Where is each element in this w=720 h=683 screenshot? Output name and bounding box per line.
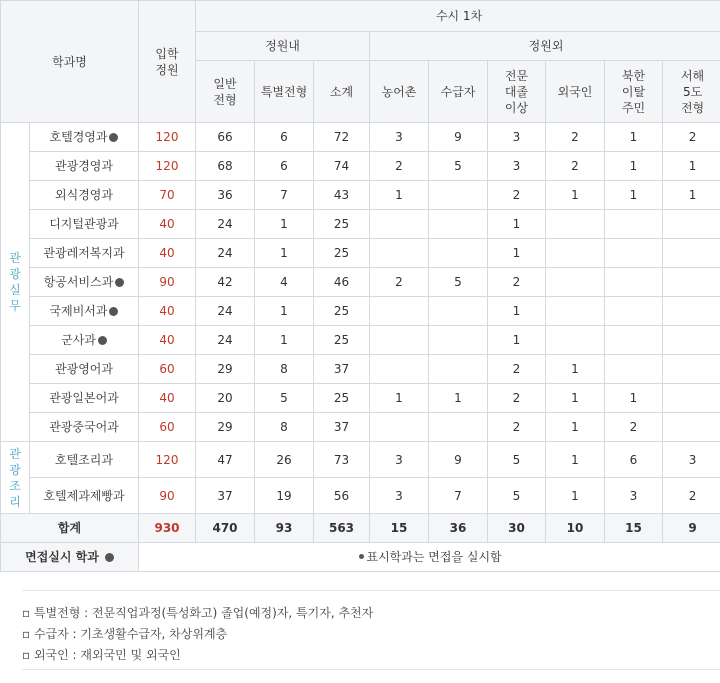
- value-cell: 1: [255, 210, 314, 239]
- value-cell: 43: [314, 181, 370, 210]
- value-cell: 1: [488, 210, 546, 239]
- value-cell: 3: [488, 152, 546, 181]
- table-row: [1, 239, 720, 268]
- header-col: 특별전형: [255, 61, 314, 123]
- value-cell: 2: [488, 181, 546, 210]
- header-in-quota: 정원내: [196, 32, 370, 61]
- value-cell: [429, 210, 488, 239]
- value-cell: 2: [663, 478, 720, 514]
- value-cell: 7: [429, 478, 488, 514]
- value-cell: 2: [663, 123, 720, 152]
- quota-cell: 60: [139, 413, 196, 442]
- interview-note: 표시학과는 면접을 실시함: [139, 543, 720, 572]
- value-cell: 20: [196, 384, 255, 413]
- quota-cell: 40: [139, 239, 196, 268]
- value-cell: [663, 355, 720, 384]
- value-cell: [663, 210, 720, 239]
- value-cell: 1: [370, 384, 429, 413]
- quota-cell: 90: [139, 478, 196, 514]
- value-cell: [663, 413, 720, 442]
- quota-cell: 120: [139, 123, 196, 152]
- dept-name: 관광일본어과: [30, 384, 139, 413]
- value-cell: 29: [196, 355, 255, 384]
- value-cell: 2: [546, 152, 605, 181]
- value-cell: 3: [488, 123, 546, 152]
- value-cell: [663, 326, 720, 355]
- value-cell: 68: [196, 152, 255, 181]
- value-cell: 2: [546, 123, 605, 152]
- dept-name: 관광중국어과: [30, 413, 139, 442]
- quota-cell: 70: [139, 181, 196, 210]
- value-cell: [370, 355, 429, 384]
- value-cell: [663, 239, 720, 268]
- value-cell: 1: [255, 297, 314, 326]
- value-cell: 1: [546, 478, 605, 514]
- table-row: [1, 123, 720, 152]
- quota-cell: 40: [139, 297, 196, 326]
- header-col: 외국인: [546, 61, 605, 123]
- value-cell: 3: [663, 442, 720, 478]
- table-row: [1, 181, 720, 210]
- value-cell: 24: [196, 297, 255, 326]
- table-row: [1, 384, 720, 413]
- total-label: 합계: [1, 514, 139, 543]
- table-row: [1, 268, 720, 297]
- quota-cell: 40: [139, 326, 196, 355]
- dept-name: 군사과: [30, 326, 139, 355]
- total-value: 36: [429, 514, 488, 543]
- value-cell: [663, 268, 720, 297]
- value-cell: 3: [605, 478, 663, 514]
- total-value: 9: [663, 514, 720, 543]
- value-cell: 5: [488, 478, 546, 514]
- value-cell: 1: [488, 326, 546, 355]
- quota-cell: 60: [139, 355, 196, 384]
- group-label: 관 광 실 무: [1, 123, 30, 442]
- dept-name: 외식경영과: [30, 181, 139, 210]
- total-value: 93: [255, 514, 314, 543]
- value-cell: 6: [255, 123, 314, 152]
- quota-cell: 40: [139, 210, 196, 239]
- header-out-quota: 정원외: [370, 32, 720, 61]
- value-cell: [663, 297, 720, 326]
- value-cell: 1: [605, 152, 663, 181]
- value-cell: 2: [370, 152, 429, 181]
- value-cell: 2: [488, 355, 546, 384]
- value-cell: [370, 326, 429, 355]
- value-cell: [546, 268, 605, 297]
- interview-label: 면접실시 학과: [1, 543, 139, 572]
- value-cell: 2: [488, 268, 546, 297]
- value-cell: 3: [370, 442, 429, 478]
- value-cell: 9: [429, 442, 488, 478]
- value-cell: 1: [255, 326, 314, 355]
- value-cell: 1: [546, 355, 605, 384]
- table-row: [1, 326, 720, 355]
- value-cell: 3: [370, 478, 429, 514]
- value-cell: 24: [196, 210, 255, 239]
- value-cell: 1: [605, 384, 663, 413]
- value-cell: [605, 239, 663, 268]
- value-cell: 1: [605, 181, 663, 210]
- interview-dot-icon: [109, 133, 118, 142]
- value-cell: 25: [314, 210, 370, 239]
- value-cell: 1: [429, 384, 488, 413]
- value-cell: 46: [314, 268, 370, 297]
- dept-name: 관광영어과: [30, 355, 139, 384]
- total-value: 10: [546, 514, 605, 543]
- table-row: [1, 152, 720, 181]
- value-cell: 1: [255, 239, 314, 268]
- value-cell: 25: [314, 384, 370, 413]
- value-cell: 1: [546, 181, 605, 210]
- value-cell: 5: [429, 152, 488, 181]
- total-value: 563: [314, 514, 370, 543]
- value-cell: 5: [488, 442, 546, 478]
- dept-name: 관광레저복지과: [30, 239, 139, 268]
- value-cell: 2: [488, 413, 546, 442]
- value-cell: [546, 210, 605, 239]
- table-row: [1, 210, 720, 239]
- value-cell: 2: [488, 384, 546, 413]
- dept-name: 국제비서과: [30, 297, 139, 326]
- value-cell: 37: [314, 355, 370, 384]
- table-row: [1, 355, 720, 384]
- value-cell: 1: [546, 413, 605, 442]
- value-cell: 26: [255, 442, 314, 478]
- value-cell: 1: [488, 239, 546, 268]
- total-value: 30: [488, 514, 546, 543]
- table-row: [1, 442, 720, 478]
- value-cell: [429, 413, 488, 442]
- total-row: [1, 514, 720, 543]
- value-cell: 19: [255, 478, 314, 514]
- value-cell: 6: [255, 152, 314, 181]
- header-col: 소계: [314, 61, 370, 123]
- quota-cell: 120: [139, 442, 196, 478]
- value-cell: 56: [314, 478, 370, 514]
- header-col: 북한 이탈 주민: [605, 61, 663, 123]
- value-cell: [605, 355, 663, 384]
- value-cell: [429, 355, 488, 384]
- note-item: ▫ 수급자 : 기초생활수급자, 차상위계층: [22, 627, 228, 641]
- value-cell: 25: [314, 239, 370, 268]
- value-cell: [429, 297, 488, 326]
- value-cell: 73: [314, 442, 370, 478]
- dept-name: 디지털관광과: [30, 210, 139, 239]
- value-cell: 7: [255, 181, 314, 210]
- interview-row: [1, 543, 720, 572]
- total-value: 470: [196, 514, 255, 543]
- quota-cell: 40: [139, 384, 196, 413]
- value-cell: [605, 268, 663, 297]
- dept-name: 호텔경영과: [30, 123, 139, 152]
- value-cell: [370, 297, 429, 326]
- value-cell: 2: [605, 413, 663, 442]
- total-value: 15: [370, 514, 429, 543]
- header-col: 일반 전형: [196, 61, 255, 123]
- value-cell: 25: [314, 297, 370, 326]
- value-cell: 66: [196, 123, 255, 152]
- value-cell: [370, 210, 429, 239]
- total-quota: 930: [139, 514, 196, 543]
- header-susi-1: 수시 1차: [196, 1, 720, 32]
- value-cell: 74: [314, 152, 370, 181]
- value-cell: 47: [196, 442, 255, 478]
- value-cell: 36: [196, 181, 255, 210]
- header-dept-name: 학과명: [1, 1, 139, 123]
- quota-cell: 90: [139, 268, 196, 297]
- value-cell: 8: [255, 355, 314, 384]
- dept-name: 관광경영과: [30, 152, 139, 181]
- value-cell: 29: [196, 413, 255, 442]
- group-label: 관 광 조 리: [1, 442, 30, 514]
- value-cell: 1: [370, 181, 429, 210]
- value-cell: 1: [546, 384, 605, 413]
- total-value: 15: [605, 514, 663, 543]
- value-cell: 24: [196, 326, 255, 355]
- note-item: ▫ 외국인 : 재외국민 및 외국인: [22, 648, 181, 662]
- value-cell: 4: [255, 268, 314, 297]
- value-cell: 8: [255, 413, 314, 442]
- header-col: 서해 5도 전형: [663, 61, 720, 123]
- value-cell: [370, 413, 429, 442]
- notes-box: [22, 590, 720, 670]
- value-cell: 2: [370, 268, 429, 297]
- value-cell: [605, 297, 663, 326]
- value-cell: 37: [314, 413, 370, 442]
- value-cell: 1: [605, 123, 663, 152]
- header-col: 수급자: [429, 61, 488, 123]
- value-cell: [546, 297, 605, 326]
- header-col: 농어촌: [370, 61, 429, 123]
- value-cell: [546, 239, 605, 268]
- quota-cell: 120: [139, 152, 196, 181]
- interview-dot-icon: [105, 553, 114, 562]
- dept-name: 호텔조리과: [30, 442, 139, 478]
- value-cell: [546, 326, 605, 355]
- value-cell: [429, 181, 488, 210]
- value-cell: 42: [196, 268, 255, 297]
- value-cell: [429, 326, 488, 355]
- value-cell: 1: [488, 297, 546, 326]
- value-cell: 9: [429, 123, 488, 152]
- table-row: [1, 297, 720, 326]
- header-col: 전문 대졸 이상: [488, 61, 546, 123]
- value-cell: 5: [429, 268, 488, 297]
- bullet-icon: [359, 554, 364, 559]
- value-cell: [429, 239, 488, 268]
- value-cell: 25: [314, 326, 370, 355]
- value-cell: 6: [605, 442, 663, 478]
- value-cell: [605, 326, 663, 355]
- note-item: ▫ 특별전형 : 전문직업과정(특성화고) 졸업(예정)자, 특기자, 추천자: [22, 606, 374, 620]
- value-cell: 72: [314, 123, 370, 152]
- dept-name: 항공서비스과: [30, 268, 139, 297]
- value-cell: [370, 239, 429, 268]
- table-row: [1, 413, 720, 442]
- value-cell: 5: [255, 384, 314, 413]
- interview-dot-icon: [115, 278, 124, 287]
- interview-dot-icon: [98, 336, 107, 345]
- value-cell: 37: [196, 478, 255, 514]
- header-quota: 입학 정원: [139, 1, 196, 123]
- value-cell: 1: [546, 442, 605, 478]
- table-row: [1, 478, 720, 514]
- interview-dot-icon: [109, 307, 118, 316]
- value-cell: 3: [370, 123, 429, 152]
- value-cell: 1: [663, 152, 720, 181]
- value-cell: 24: [196, 239, 255, 268]
- value-cell: [663, 384, 720, 413]
- dept-name: 호텔제과제빵과: [30, 478, 139, 514]
- value-cell: [605, 210, 663, 239]
- value-cell: 1: [663, 181, 720, 210]
